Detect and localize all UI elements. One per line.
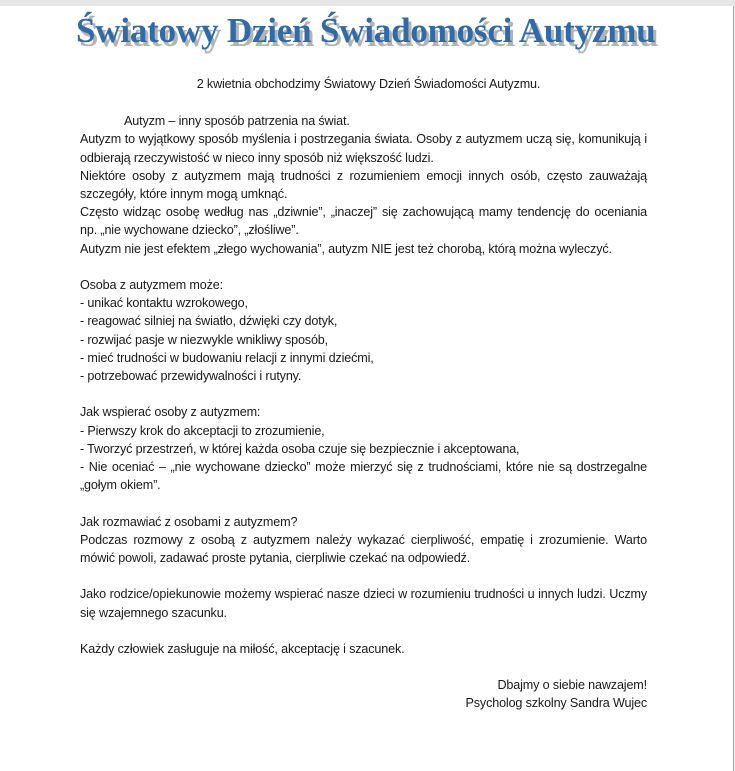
can-list-item: - mieć trudności w budowaniu relacji z innymi dziećmi, <box>80 350 374 365</box>
support-list-item: - Pierwszy krok do akceptacji to zrozumienie, <box>80 423 325 438</box>
signature-line-2: Psycholog szkolny Sandra Wujec <box>465 696 647 711</box>
paragraph-2: Niektóre osoby z autyzmem mają trudności z rozumieniem emocji innych osób, często zauważają szczegóły, które innym mogą umknąć. <box>80 168 647 202</box>
paragraph-1: Autyzm to wyjątkowy sposób myślenia i postrzegania świata. Osoby z autyzmem uczą się, komunikują i odbierają rzeczywistość w nieco inny sposób niż większość ludzi. <box>80 132 647 165</box>
can-section-heading: Osoba z autyzmem może: <box>80 278 223 293</box>
spacer <box>80 494 647 512</box>
support-list-item: - Tworzyć przestrzeń, w której każda osoba czuje się bezpiecznie i akceptowana, <box>80 441 520 456</box>
support-list-item: - Nie oceniać – „nie wychowane dziecko” może mierzyć się z trudnościami, które nie są dostrzegalne „gołym okiem”. <box>80 460 647 493</box>
parents-paragraph: Jako rodzice/opiekunowie możemy wspierać nasze dzieci w rozumieniu trudności u innych ludzi. Uczmy się wzajemnego szacunku. <box>80 587 647 620</box>
spacer <box>80 385 647 403</box>
paragraph-4: Autyzm nie jest efektem „złego wychowania”, autyzm NIE jest też chorobą, którą można wyleczyć. <box>80 241 612 256</box>
can-list-item: - potrzebować przewidywalności i rutyny. <box>80 369 302 384</box>
signature-block <box>80 676 647 712</box>
can-list-item: - reagować silniej na światło, dźwięki czy dotyk, <box>80 314 338 329</box>
can-list-item: - rozwijać pasje w niezwykle wnikliwy sposób, <box>80 332 329 347</box>
can-list-item: - unikać kontaktu wzrokowego, <box>80 296 248 311</box>
signature-line-1: Dbajmy o siebie nawzajem! <box>497 678 647 693</box>
talk-section-heading: Jak rozmawiać z osobami z autyzmem? <box>80 514 298 529</box>
subtitle-line: Autyzm – inny sposób patrzenia na świat. <box>124 114 350 129</box>
spacer <box>80 622 647 640</box>
document-page <box>76 6 656 713</box>
page-right-border <box>733 6 734 771</box>
document-title: Światowy Dzień Świadomości Autyzmu <box>76 11 656 50</box>
paragraph-3: Często widząc osobę według nas „dziwnie”, „inaczej” się zachowującą mamy tendencję do oceniania np. „nie wychowane dziecko”, „złośliwe”. <box>80 205 647 238</box>
spacer <box>80 567 647 585</box>
talk-section-text: Podczas rozmowy z osobą z autyzmem należy wykazać cierpliwość, empatię i zrozumienie. Warto mówić powoli, zadawać proste pytania, cierpliwie czekać na odpowiedź. <box>80 532 647 566</box>
support-section-heading: Jak wspierać osoby z autyzmem: <box>80 405 261 420</box>
closing-line: Każdy człowiek zasługuje na miłość, akceptację i szacunek. <box>80 642 405 657</box>
spacer <box>80 258 647 276</box>
intro-line: 2 kwietnia obchodzimy Światowy Dzień Świadomości Autyzmu. <box>196 77 541 91</box>
